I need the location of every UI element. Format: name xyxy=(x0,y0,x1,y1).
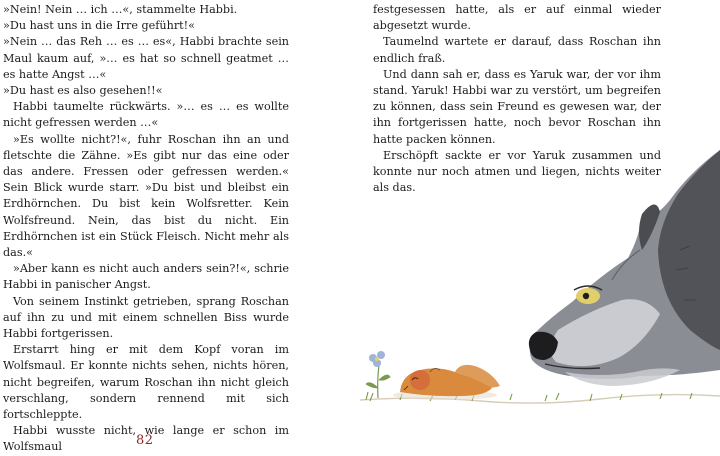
paragraph: Taumelnd wartete er darauf, dass Roschan ihn endlich fraß. xyxy=(373,35,661,65)
paragraph: Und dann sah er, dass es Yaruk war, der vor ihm stand. Yaruk! Habbi war zu verstört, um begreifen zu können, dass sein Freund es gewesen war, der ihn fortgerissen hatte, noch bevor Roschan ihn hatte packen können. xyxy=(373,67,661,146)
paragraph: »Du hast uns in die Irre geführt!« xyxy=(3,19,196,33)
paragraph: Von seinem Instinkt getrieben, sprang Roschan auf ihn zu und mit einem schnellen Biss wurde Habbi fortgerissen. xyxy=(3,294,289,341)
page-number: 82 xyxy=(136,433,154,448)
paragraph: Erschöpft sackte er vor Yaruk zusammen und konnte nur noch atmen und liegen, nichts weiter als das. xyxy=(373,148,661,195)
paragraph: Habbi taumelte rückwärts. »… es … es wollte nicht gefressen werden …« xyxy=(3,100,289,130)
paragraph: Habbi wusste nicht, wie lange er schon im Wolfsmaul xyxy=(3,424,289,454)
paragraph: festgesessen hatte, als er auf einmal wieder abgesetzt wurde. xyxy=(373,3,661,33)
flower-icon xyxy=(366,351,390,398)
wolf-and-squirrel-illustration xyxy=(360,0,720,452)
paragraph: »Nein! Nein … ich …«, stammelte Habbi. xyxy=(3,3,238,16)
paragraph: »Aber kann es nicht auch anders sein?!«, schrie Habbi in panischer Angst. xyxy=(3,262,289,292)
left-page-text xyxy=(3,2,289,456)
paragraph: Erstarrt hing er mit dem Kopf voran im Wolfsmaul. Er konnte nichts sehen, nichts hören, nicht begreifen, warum Roschan ihn nicht gleich verschlang, sondern rennend mit sich fortschleppte. xyxy=(3,343,289,422)
left-page xyxy=(0,0,360,452)
wolf-head-icon xyxy=(529,150,720,386)
right-page xyxy=(360,0,720,452)
paragraph: »Es wollte nicht?!«, fuhr Roschan ihn an und fletschte die Zähne. »Es gibt nur das eine oder das andere. Fressen oder gefressen werden.« Sein Blick wurde starr. »Du bist und bleibst ein Erdhörnchen. Du bist kein Wolfsretter. Kein Wolfsfreund. Nein, das bist du nicht. Ein Erdhörnchen ist ein Stück Fleisch. Nicht mehr als das.« xyxy=(3,132,289,260)
squirrel-icon xyxy=(393,365,500,400)
paragraph: »Du hast es also gesehen!!« xyxy=(3,84,163,98)
paragraph: »Nein … das Reh … es … es«, Habbi brachte sein Maul kaum auf, »… es hat so schnell geatmet … es hatte Angst …« xyxy=(3,35,289,81)
